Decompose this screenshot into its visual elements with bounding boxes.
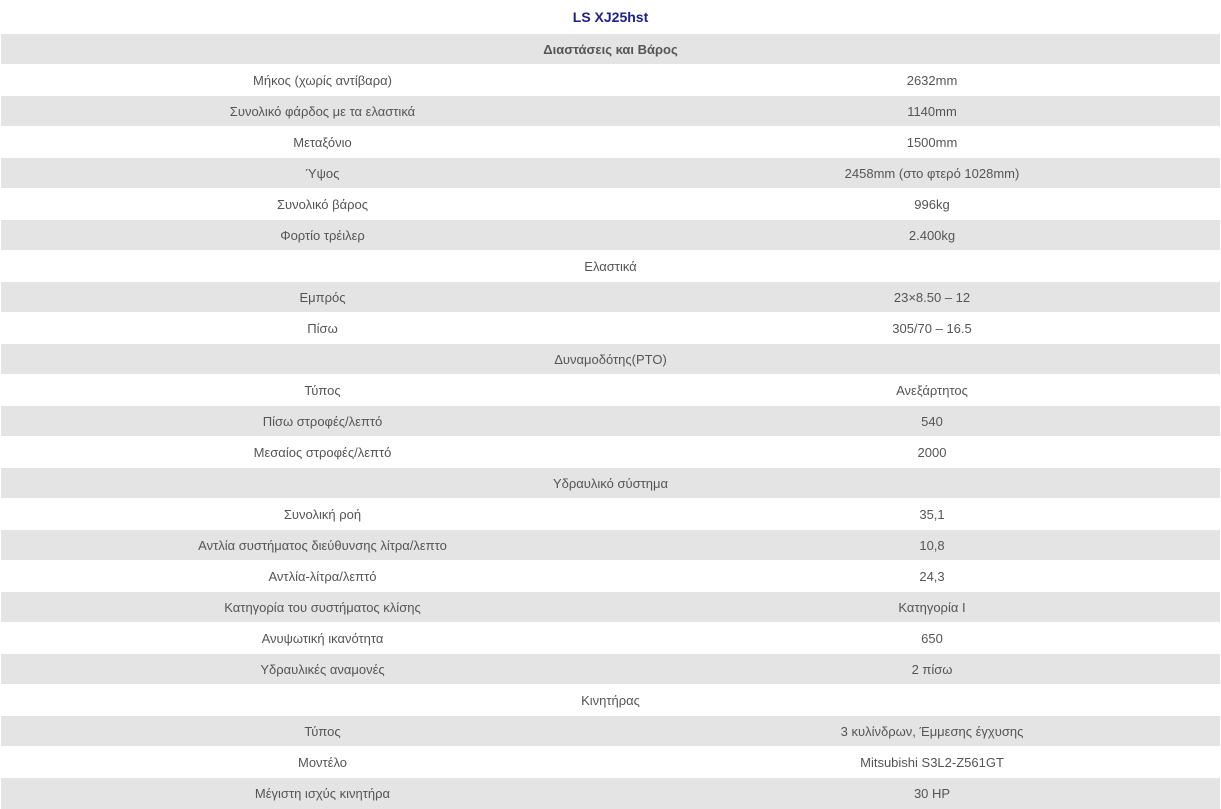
table-row bbox=[1, 313, 1220, 344]
spec-name: Μεταξόνιο bbox=[1, 127, 644, 158]
table-row bbox=[1, 716, 1220, 747]
section-header-row bbox=[1, 344, 1220, 375]
spec-name: Τύπος bbox=[1, 716, 644, 747]
spec-name: Τύπος bbox=[1, 375, 644, 406]
spec-value: 1500mm bbox=[644, 127, 1220, 158]
spec-value: Mitsubishi S3L2-Z561GT bbox=[644, 747, 1220, 778]
table-row bbox=[1, 437, 1220, 468]
spec-value: 305/70 – 16.5 bbox=[644, 313, 1220, 344]
table-title: LS XJ25hst bbox=[1, 1, 1220, 34]
spec-name: Αντλία-λίτρα/λεπτό bbox=[1, 561, 644, 592]
spec-name: Πίσω bbox=[1, 313, 644, 344]
spec-name: Συνολικό φάρδος με τα ελαστικά bbox=[1, 96, 644, 127]
spec-name: Συνολική ροή bbox=[1, 499, 644, 530]
section-title: Δυναμοδότης(PTO) bbox=[1, 344, 1220, 375]
spec-table-body bbox=[1, 1, 1220, 809]
spec-name: Ανυψωτική ικανότητα bbox=[1, 623, 644, 654]
spec-value: 3 κυλίνδρων, Έμμεσης έγχυσης bbox=[644, 716, 1220, 747]
table-row bbox=[1, 406, 1220, 437]
spec-value: 996kg bbox=[644, 189, 1220, 220]
spec-name: Μεσαίος στροφές/λεπτό bbox=[1, 437, 644, 468]
spec-value: 650 bbox=[644, 623, 1220, 654]
spec-value: 2 πίσω bbox=[644, 654, 1220, 685]
spec-name: Υδραυλικές αναμονές bbox=[1, 654, 644, 685]
spec-value: 2458mm (στο φτερό 1028mm) bbox=[644, 158, 1220, 189]
table-row bbox=[1, 654, 1220, 685]
table-row bbox=[1, 220, 1220, 251]
table-row bbox=[1, 499, 1220, 530]
table-row bbox=[1, 282, 1220, 313]
spec-value: 35,1 bbox=[644, 499, 1220, 530]
table-row bbox=[1, 623, 1220, 654]
section-title: Ελαστικά bbox=[1, 251, 1220, 282]
table-row bbox=[1, 747, 1220, 778]
spec-value: 1140mm bbox=[644, 96, 1220, 127]
spec-value: 540 bbox=[644, 406, 1220, 437]
section-title: Υδραυλικό σύστημα bbox=[1, 468, 1220, 499]
spec-value: 23×8.50 – 12 bbox=[644, 282, 1220, 313]
spec-value: Κατηγορία I bbox=[644, 592, 1220, 623]
section-title: Διαστάσεις και Βάρος bbox=[1, 34, 1220, 65]
spec-value: 24,3 bbox=[644, 561, 1220, 592]
spec-value: Ανεξάρτητος bbox=[644, 375, 1220, 406]
spec-value: 2000 bbox=[644, 437, 1220, 468]
spec-name: Πίσω στροφές/λεπτό bbox=[1, 406, 644, 437]
spec-value: 30 HP bbox=[644, 778, 1220, 809]
section-header-row bbox=[1, 251, 1220, 282]
table-row bbox=[1, 375, 1220, 406]
section-title: Κινητήρας bbox=[1, 685, 1220, 716]
spec-value: 2632mm bbox=[644, 65, 1220, 96]
table-row bbox=[1, 158, 1220, 189]
spec-name: Εμπρός bbox=[1, 282, 644, 313]
spec-name: Μοντέλο bbox=[1, 747, 644, 778]
spec-name: Ύψος bbox=[1, 158, 644, 189]
section-header-row bbox=[1, 34, 1220, 65]
spec-name: Φορτίο τρέιλερ bbox=[1, 220, 644, 251]
section-header-row bbox=[1, 685, 1220, 716]
spec-name: Μέγιστη ισχύς κινητήρα bbox=[1, 778, 644, 809]
table-row bbox=[1, 561, 1220, 592]
spec-table bbox=[1, 0, 1220, 809]
table-row bbox=[1, 530, 1220, 561]
section-header-row bbox=[1, 468, 1220, 499]
spec-name: Αντλία συστήματος διεύθυνσης λίτρα/λεπτο bbox=[1, 530, 644, 561]
table-row bbox=[1, 189, 1220, 220]
table-row bbox=[1, 65, 1220, 96]
spec-value: 10,8 bbox=[644, 530, 1220, 561]
table-row bbox=[1, 96, 1220, 127]
title-row bbox=[1, 1, 1220, 34]
spec-value: 2.400kg bbox=[644, 220, 1220, 251]
table-row bbox=[1, 127, 1220, 158]
table-row bbox=[1, 592, 1220, 623]
spec-name: Κατηγορία του συστήματος κλίσης bbox=[1, 592, 644, 623]
spec-name: Μήκος (χωρίς αντίβαρα) bbox=[1, 65, 644, 96]
spec-name: Συνολικό βάρος bbox=[1, 189, 644, 220]
